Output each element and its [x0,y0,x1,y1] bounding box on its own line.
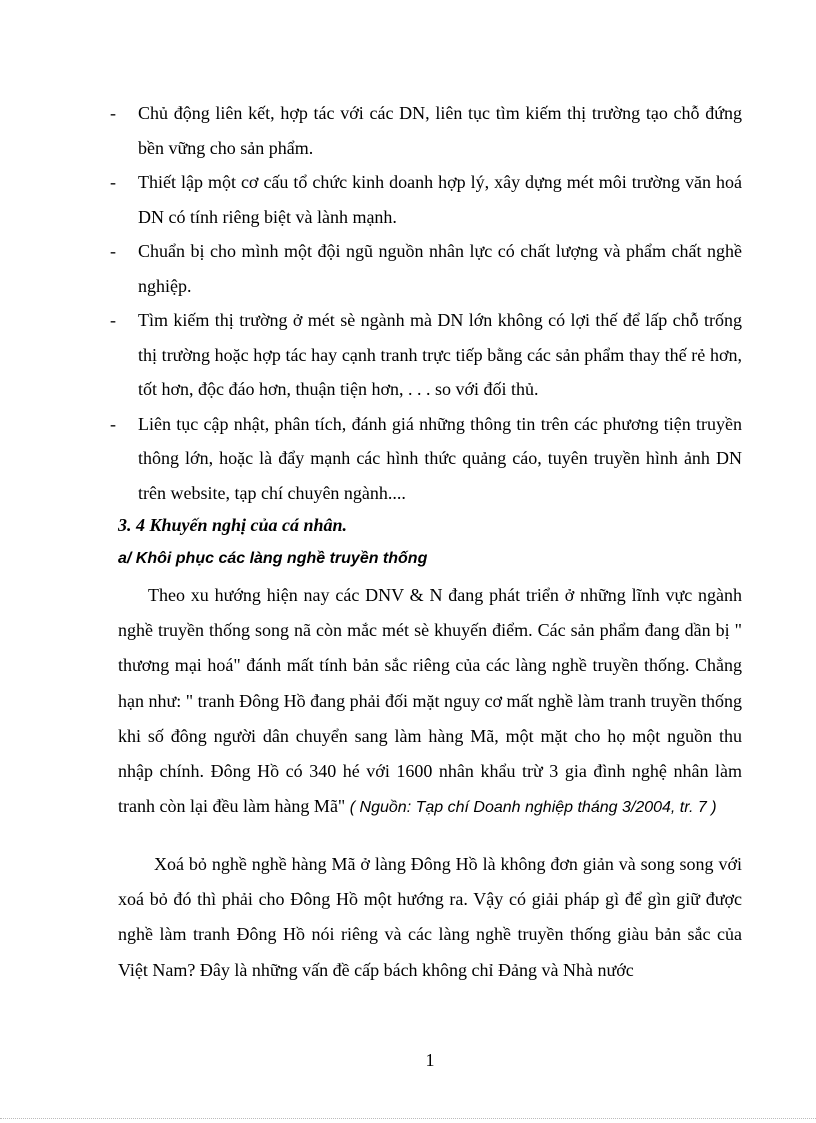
paragraph-text: Xoá bỏ nghề nghề hàng Mã ở làng Đông Hồ là không đơn giản và song song với xoá bỏ đó thì phải cho Đông Hồ một hướng ra. Vậy có giải pháp gì để gìn giữ được nghề làm tranh Đông Hồ nói riêng và các làng nghề truyền thống giàu bản sắc của Việt Nam? Đây là những vấn đề cấp bách không chỉ Đảng và Nhà nước [118,854,742,980]
source-citation: ( Nguồn: Tạp chí Doanh nghiệp tháng 3/2004, tr. 7 ) [349,799,717,817]
body-paragraph [118,578,742,825]
page-number: 1 [425,1050,435,1070]
bullet-dash: - [110,413,116,434]
bullet-text: Thiết lập một cơ cấu tổ chức kinh doanh hợp lý, xây dựng mét môi trường văn hoá DN có tính riêng biệt và lành mạnh. [138,172,742,227]
list-item [110,234,742,303]
bullet-text: Tìm kiếm thị trường ở mét sè ngành mà DN lớn không có lợi thế để lấp chỗ trống thị trường hoặc hợp tác hay cạnh tranh trực tiếp bằng các sản phẩm thay thế rẻ hơn, tốt hơn, độc đáo hơn, thuận tiện hơn, . . . so với đối thủ. [138,310,742,399]
bullet-dash: - [110,241,116,261]
list-item [110,303,742,407]
body-paragraph [118,847,742,988]
bullet-dash: - [110,310,116,330]
list-item [110,407,742,511]
section-heading: 3. 4 Khuyến nghị của cá nhân. [118,515,348,535]
bullet-text: Chuẩn bị cho mình một đội ngũ nguồn nhân lực có chất lượng và phẩm chất nghề nghiệp. [138,241,742,296]
page-boundary-divider [0,1118,816,1119]
paragraph-text: Theo xu hướng hiện nay các DNV & N đang phát triển ở những lĩnh vực ngành nghề truyền thống song nã còn mắc mét sè khuyến điểm. Các sản phẩm đang dần bị " thương mại hoá" đánh mất tính bản sắc riêng của các làng nghề truyền thống. Chẳng hạn như: " tranh Đông Hồ đang phải đối mặt nguy cơ mất nghề làm tranh truyền thống khi số đông người dân chuyển sang làm hàng Mã, một mặt cho họ một nguồn thu nhập chính. Đông Hồ có 340 hé với 1600 nhân khẩu trừ 3 gia đình nghệ nhân làm tranh còn lại đều làm hàng Mã" [118,585,742,817]
list-item [110,165,742,234]
bullet-dash: - [110,172,116,192]
subsection-heading: a/ Khôi phục các làng nghề truyền thống [118,550,428,567]
bullet-text: Liên tục cập nhật, phân tích, đánh giá những thông tin trên các phương tiện truyền thông lớn, hoặc là đẩy mạnh các hình thức quảng cáo, tuyên truyền hình ảnh DN trên website, tạp chí chuyên ngành.... [138,413,742,503]
bullet-text: Chủ động liên kết, hợp tác với các DN, liên tục tìm kiếm thị trường tạo chỗ đứng bền vững cho sản phẩm. [138,103,742,158]
bullet-dash: - [110,103,116,123]
list-item [110,96,742,165]
bullet-list [110,96,742,510]
